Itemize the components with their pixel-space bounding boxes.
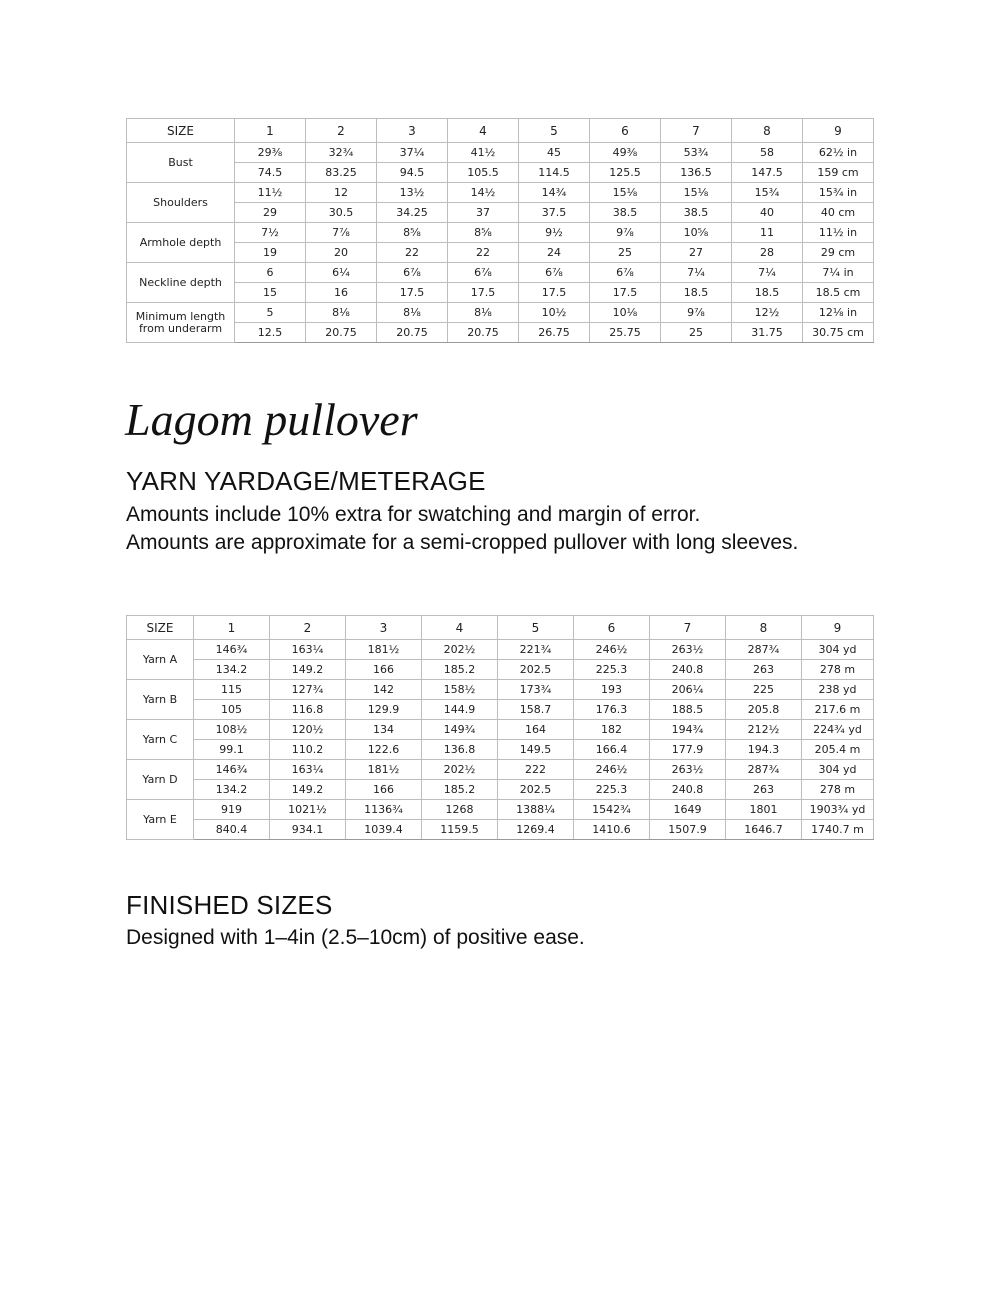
measurements-cell: 20.75	[306, 323, 377, 343]
yarn-cell: 129.9	[346, 700, 422, 720]
yarn-cell: 1801	[726, 800, 802, 820]
yarn-cell: 158½	[422, 680, 498, 700]
yarn-row	[127, 760, 874, 780]
yarn-row	[127, 660, 874, 680]
measurements-cell: 15¾ in	[803, 183, 874, 203]
measurements-cell: 114.5	[519, 163, 590, 183]
measurements-cell: 15⅛	[661, 183, 732, 203]
yarn-header-cell: 4	[422, 616, 498, 640]
yarn-cell: 149¾	[422, 720, 498, 740]
measurements-cell: 7¼	[732, 263, 803, 283]
measurements-cell: 9⅞	[661, 303, 732, 323]
yarn-cell: 202½	[422, 760, 498, 780]
yarn-cell: 1159.5	[422, 820, 498, 840]
measurements-cell: 32¾	[306, 143, 377, 163]
yarn-row	[127, 720, 874, 740]
measurements-cell: 41½	[448, 143, 519, 163]
measurements-cell: 45	[519, 143, 590, 163]
measurements-header-row	[127, 119, 874, 143]
page-title: Lagom pullover	[125, 394, 418, 445]
yarn-cell: 224¾ yd	[802, 720, 874, 740]
yarn-header-cell: 7	[650, 616, 726, 640]
measurements-cell: 74.5	[235, 163, 306, 183]
yarn-cell: 173¾	[498, 680, 574, 700]
yarn-header-cell: 2	[270, 616, 346, 640]
measurements-row	[127, 323, 874, 343]
measurements-cell: 20	[306, 243, 377, 263]
yarn-row	[127, 780, 874, 800]
measurements-cell: 12½	[732, 303, 803, 323]
yarn-cell: 177.9	[650, 740, 726, 760]
measurements-row	[127, 143, 874, 163]
yarn-cell: 144.9	[422, 700, 498, 720]
yarn-cell: 166	[346, 660, 422, 680]
yarn-cell: 188.5	[650, 700, 726, 720]
measurements-cell: 6⅞	[590, 263, 661, 283]
yarn-cell: 840.4	[194, 820, 270, 840]
measurements-cell: 37.5	[519, 203, 590, 223]
measurements-row	[127, 203, 874, 223]
yarn-cell: 278 m	[802, 660, 874, 680]
yarn-cell: 194.3	[726, 740, 802, 760]
measurements-cell: 6⅞	[377, 263, 448, 283]
measurements-cell: 18.5	[732, 283, 803, 303]
measurements-cell: 8⅝	[448, 223, 519, 243]
measurements-row-label: Armhole depth	[127, 223, 235, 263]
yarn-cell: 222	[498, 760, 574, 780]
measurements-cell: 14¾	[519, 183, 590, 203]
measurements-cell: 22	[448, 243, 519, 263]
yarn-cell: 304 yd	[802, 760, 874, 780]
yarn-header-cell: 8	[726, 616, 802, 640]
yarn-cell: 120½	[270, 720, 346, 740]
measurements-header-cell: 8	[732, 119, 803, 143]
measurements-cell: 49⅜	[590, 143, 661, 163]
measurements-cell: 8⅛	[306, 303, 377, 323]
yarn-table-body	[127, 616, 874, 840]
yarn-row-label: Yarn B	[127, 680, 194, 720]
yarn-cell: 134.2	[194, 780, 270, 800]
measurements-cell: 17.5	[448, 283, 519, 303]
yarn-cell: 194¾	[650, 720, 726, 740]
measurements-table-body	[127, 119, 874, 343]
measurements-cell: 136.5	[661, 163, 732, 183]
measurements-cell: 28	[732, 243, 803, 263]
measurements-cell: 7¼	[661, 263, 732, 283]
yarn-cell: 1649	[650, 800, 726, 820]
yarn-cell: 238 yd	[802, 680, 874, 700]
measurements-cell: 31.75	[732, 323, 803, 343]
measurements-header-cell: 6	[590, 119, 661, 143]
yarn-cell: 202.5	[498, 660, 574, 680]
yarn-cell: 1269.4	[498, 820, 574, 840]
measurements-header-cell: 1	[235, 119, 306, 143]
measurements-cell: 6¼	[306, 263, 377, 283]
yarn-cell: 1039.4	[346, 820, 422, 840]
yarn-cell: 287¾	[726, 640, 802, 660]
yarn-cell: 225	[726, 680, 802, 700]
measurements-cell: 5	[235, 303, 306, 323]
measurements-row	[127, 243, 874, 263]
measurements-row	[127, 283, 874, 303]
yarn-cell: 263	[726, 780, 802, 800]
yarn-row	[127, 680, 874, 700]
yarn-cell: 127¾	[270, 680, 346, 700]
yarn-table	[126, 615, 874, 840]
yarn-cell: 146¾	[194, 760, 270, 780]
yarn-note-extra: Amounts include 10% extra for swatching and margin of error.	[126, 503, 701, 526]
measurements-cell: 7⅞	[306, 223, 377, 243]
yarn-cell: 166.4	[574, 740, 650, 760]
measurements-cell: 10½	[519, 303, 590, 323]
yarn-row	[127, 700, 874, 720]
measurements-cell: 40	[732, 203, 803, 223]
yarn-cell: 182	[574, 720, 650, 740]
measurements-cell: 15⅛	[590, 183, 661, 203]
yarn-cell: 181½	[346, 760, 422, 780]
yarn-cell: 263	[726, 660, 802, 680]
measurements-cell: 12⅛ in	[803, 303, 874, 323]
measurements-row	[127, 183, 874, 203]
yarn-cell: 193	[574, 680, 650, 700]
yarn-header-row	[127, 616, 874, 640]
measurements-cell: 7¼ in	[803, 263, 874, 283]
yarn-cell: 1136¾	[346, 800, 422, 820]
yarn-cell: 225.3	[574, 660, 650, 680]
yarn-cell: 263½	[650, 760, 726, 780]
measurements-cell: 125.5	[590, 163, 661, 183]
yarn-cell: 202½	[422, 640, 498, 660]
yarn-header-cell: 3	[346, 616, 422, 640]
yarn-header-cell: 1	[194, 616, 270, 640]
measurements-header-cell: SIZE	[127, 119, 235, 143]
yarn-cell: 108½	[194, 720, 270, 740]
measurements-cell: 53¾	[661, 143, 732, 163]
yarn-cell: 263½	[650, 640, 726, 660]
measurements-row	[127, 163, 874, 183]
measurements-cell: 17.5	[590, 283, 661, 303]
yarn-cell: 149.2	[270, 660, 346, 680]
measurements-cell: 19	[235, 243, 306, 263]
yarn-cell: 181½	[346, 640, 422, 660]
measurements-cell: 105.5	[448, 163, 519, 183]
measurements-cell: 13½	[377, 183, 448, 203]
measurements-row-label: Neckline depth	[127, 263, 235, 303]
yarn-cell: 134	[346, 720, 422, 740]
measurements-cell: 7½	[235, 223, 306, 243]
yarn-cell: 1740.7 m	[802, 820, 874, 840]
measurements-cell: 26.75	[519, 323, 590, 343]
finished-sizes-text: Designed with 1–4in (2.5–10cm) of positive ease.	[126, 926, 585, 949]
measurements-cell: 9⅞	[590, 223, 661, 243]
measurements-cell: 20.75	[448, 323, 519, 343]
measurements-header-cell: 4	[448, 119, 519, 143]
yarn-cell: 142	[346, 680, 422, 700]
yarn-cell: 99.1	[194, 740, 270, 760]
yarn-cell: 158.7	[498, 700, 574, 720]
measurements-row	[127, 303, 874, 323]
yarn-cell: 919	[194, 800, 270, 820]
yarn-cell: 1646.7	[726, 820, 802, 840]
yarn-cell: 217.6 m	[802, 700, 874, 720]
measurements-row-label: Minimum length from underarm	[127, 303, 235, 343]
yarn-cell: 304 yd	[802, 640, 874, 660]
yarn-row	[127, 640, 874, 660]
measurements-cell: 16	[306, 283, 377, 303]
measurements-cell: 22	[377, 243, 448, 263]
yarn-cell: 1410.6	[574, 820, 650, 840]
measurements-row	[127, 223, 874, 243]
yarn-cell: 1388¼	[498, 800, 574, 820]
yarn-cell: 221¾	[498, 640, 574, 660]
measurements-cell: 25.75	[590, 323, 661, 343]
measurements-cell: 15¾	[732, 183, 803, 203]
measurements-cell: 6	[235, 263, 306, 283]
measurements-cell: 38.5	[661, 203, 732, 223]
yarn-cell: 110.2	[270, 740, 346, 760]
measurements-cell: 25	[590, 243, 661, 263]
yarn-cell: 146¾	[194, 640, 270, 660]
measurements-cell: 37	[448, 203, 519, 223]
measurements-cell: 30.75 cm	[803, 323, 874, 343]
yarn-cell: 206¼	[650, 680, 726, 700]
yarn-cell: 166	[346, 780, 422, 800]
yarn-row-label: Yarn D	[127, 760, 194, 800]
measurements-cell: 37¼	[377, 143, 448, 163]
yarn-header-cell: 5	[498, 616, 574, 640]
measurements-cell: 10⅛	[590, 303, 661, 323]
yarn-cell: 1542¾	[574, 800, 650, 820]
yarn-cell: 149.2	[270, 780, 346, 800]
yarn-cell: 246½	[574, 760, 650, 780]
yarn-row	[127, 800, 874, 820]
measurements-cell: 8⅝	[377, 223, 448, 243]
measurements-row-label: Shoulders	[127, 183, 235, 223]
measurements-cell: 62½ in	[803, 143, 874, 163]
yarn-heading: YARN YARDAGE/METERAGE	[126, 466, 486, 496]
yarn-header-cell: 6	[574, 616, 650, 640]
yarn-cell: 149.5	[498, 740, 574, 760]
finished-sizes-heading: FINISHED SIZES	[126, 890, 333, 920]
measurements-table	[126, 118, 874, 343]
yarn-cell: 176.3	[574, 700, 650, 720]
measurements-cell: 27	[661, 243, 732, 263]
yarn-row	[127, 820, 874, 840]
measurements-cell: 18.5	[661, 283, 732, 303]
measurements-cell: 34.25	[377, 203, 448, 223]
measurements-cell: 8⅛	[448, 303, 519, 323]
measurements-cell: 159 cm	[803, 163, 874, 183]
measurements-cell: 12.5	[235, 323, 306, 343]
yarn-row-label: Yarn E	[127, 800, 194, 840]
measurements-cell: 20.75	[377, 323, 448, 343]
measurements-cell: 6⅞	[448, 263, 519, 283]
yarn-cell: 1268	[422, 800, 498, 820]
measurements-cell: 29⅜	[235, 143, 306, 163]
yarn-cell: 115	[194, 680, 270, 700]
measurements-header-cell: 7	[661, 119, 732, 143]
yarn-cell: 287¾	[726, 760, 802, 780]
yarn-cell: 134.2	[194, 660, 270, 680]
measurements-cell: 94.5	[377, 163, 448, 183]
yarn-header-cell: SIZE	[127, 616, 194, 640]
yarn-row	[127, 740, 874, 760]
measurements-row-label: Bust	[127, 143, 235, 183]
measurements-cell: 8⅛	[377, 303, 448, 323]
yarn-cell: 212½	[726, 720, 802, 740]
yarn-cell: 164	[498, 720, 574, 740]
measurements-cell: 11½	[235, 183, 306, 203]
yarn-cell: 105	[194, 700, 270, 720]
measurements-header-cell: 2	[306, 119, 377, 143]
yarn-cell: 1507.9	[650, 820, 726, 840]
yarn-cell: 202.5	[498, 780, 574, 800]
yarn-cell: 240.8	[650, 660, 726, 680]
measurements-cell: 38.5	[590, 203, 661, 223]
measurements-cell: 12	[306, 183, 377, 203]
measurements-cell: 15	[235, 283, 306, 303]
yarn-cell: 163¼	[270, 640, 346, 660]
yarn-cell: 205.4 m	[802, 740, 874, 760]
measurements-cell: 29 cm	[803, 243, 874, 263]
yarn-note-approx: Amounts are approximate for a semi-cropped pullover with long sleeves.	[126, 531, 799, 554]
yarn-cell: 185.2	[422, 780, 498, 800]
measurements-cell: 10⅝	[661, 223, 732, 243]
yarn-cell: 225.3	[574, 780, 650, 800]
measurements-cell: 29	[235, 203, 306, 223]
yarn-row-label: Yarn C	[127, 720, 194, 760]
yarn-header-cell: 9	[802, 616, 874, 640]
measurements-cell: 83.25	[306, 163, 377, 183]
measurements-cell: 147.5	[732, 163, 803, 183]
measurements-cell: 17.5	[519, 283, 590, 303]
measurements-cell: 6⅞	[519, 263, 590, 283]
measurements-cell: 11	[732, 223, 803, 243]
yarn-cell: 1021½	[270, 800, 346, 820]
measurements-cell: 58	[732, 143, 803, 163]
measurements-row	[127, 263, 874, 283]
measurements-cell: 24	[519, 243, 590, 263]
yarn-row-label: Yarn A	[127, 640, 194, 680]
measurements-header-cell: 5	[519, 119, 590, 143]
measurements-cell: 40 cm	[803, 203, 874, 223]
measurements-header-cell: 9	[803, 119, 874, 143]
measurements-cell: 30.5	[306, 203, 377, 223]
measurements-cell: 14½	[448, 183, 519, 203]
measurements-cell: 11½ in	[803, 223, 874, 243]
yarn-cell: 122.6	[346, 740, 422, 760]
measurements-header-cell: 3	[377, 119, 448, 143]
yarn-cell: 205.8	[726, 700, 802, 720]
yarn-cell: 240.8	[650, 780, 726, 800]
yarn-cell: 185.2	[422, 660, 498, 680]
measurements-cell: 25	[661, 323, 732, 343]
yarn-cell: 246½	[574, 640, 650, 660]
yarn-cell: 278 m	[802, 780, 874, 800]
yarn-cell: 934.1	[270, 820, 346, 840]
yarn-cell: 116.8	[270, 700, 346, 720]
yarn-cell: 1903¾ yd	[802, 800, 874, 820]
yarn-cell: 163¼	[270, 760, 346, 780]
measurements-cell: 9½	[519, 223, 590, 243]
yarn-cell: 136.8	[422, 740, 498, 760]
measurements-cell: 17.5	[377, 283, 448, 303]
measurements-cell: 18.5 cm	[803, 283, 874, 303]
